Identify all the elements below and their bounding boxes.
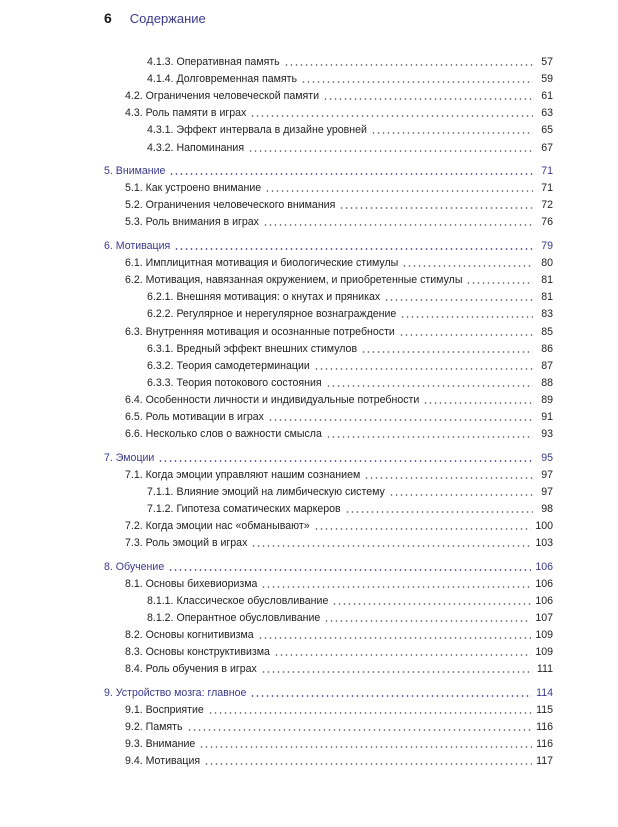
toc-entry xyxy=(104,177,553,194)
toc-entry-title: 6.2.2. Регулярное и нерегулярное вознаграждение xyxy=(147,308,397,321)
toc-page-number: 116 xyxy=(536,721,553,734)
toc-page-number: 111 xyxy=(536,663,553,676)
toc-page-number: 116 xyxy=(536,738,553,751)
toc-entry-title: 4.1.4. Долговременная память xyxy=(147,73,297,86)
dot-leader xyxy=(301,81,533,83)
dot-leader xyxy=(268,419,533,421)
dot-leader xyxy=(169,173,533,175)
toc-chapter-entry xyxy=(104,235,553,252)
toc-entry xyxy=(104,515,553,532)
toc-entry-title: 9.1. Восприятие xyxy=(125,703,204,716)
page-number: 6 xyxy=(104,10,112,26)
dot-leader xyxy=(314,368,533,370)
toc-entry-title: 8. Обучение xyxy=(104,560,165,573)
toc-page-number: 93 xyxy=(541,428,553,441)
toc-page-number: 61 xyxy=(541,90,553,103)
dot-leader xyxy=(274,654,531,656)
dot-leader xyxy=(168,569,531,571)
toc-page-number: 97 xyxy=(541,468,553,481)
toc-entry-title: 7.1.1. Влияние эмоций на лимбическую систему xyxy=(147,485,385,498)
toc-entry-title: 6. Мотивация xyxy=(104,240,171,253)
toc-entry xyxy=(104,286,553,303)
dot-leader xyxy=(361,351,533,353)
dot-leader xyxy=(326,385,533,387)
toc-entry-title: 8.3. Основы конструктивизма xyxy=(125,646,270,659)
toc-entry-title: 6.3.1. Вредный эффект внешних стимулов xyxy=(147,342,358,355)
dot-leader xyxy=(345,511,533,513)
dot-leader xyxy=(399,334,533,336)
toc-entry-title: 6.3. Внутренняя мотивация и осознанные потребности xyxy=(125,325,395,338)
toc-page-number: 67 xyxy=(541,141,553,154)
toc-page-number: 86 xyxy=(541,342,553,355)
toc-entry xyxy=(104,303,553,320)
toc-entry-title: 7.1. Когда эмоции управляют нашим сознанием xyxy=(125,468,361,481)
toc-page-number: 59 xyxy=(541,73,553,86)
toc-entry xyxy=(104,338,553,355)
toc-entry xyxy=(104,750,553,767)
toc-page-number: 109 xyxy=(535,629,553,642)
toc-entry-title: 6.6. Несколько слов о важности смысла xyxy=(125,428,322,441)
toc-entry-title: 5.3. Роль внимания в играх xyxy=(125,216,259,229)
running-title: Содержание xyxy=(129,11,206,26)
toc-entry-title: 7. Эмоции xyxy=(104,451,155,464)
toc-entry xyxy=(104,269,553,286)
toc-entry xyxy=(104,51,553,68)
toc-page-number: 65 xyxy=(541,124,553,137)
toc-page-number: 95 xyxy=(541,451,553,464)
dot-leader xyxy=(339,207,533,209)
toc-entry-title: 6.1. Имплицитная мотивация и биологические стимулы xyxy=(125,257,399,270)
toc-entry-title: 5. Внимание xyxy=(104,165,166,178)
toc-page-number: 106 xyxy=(535,560,553,573)
toc-entry xyxy=(104,481,553,498)
toc-page-number: 57 xyxy=(541,56,553,69)
dot-leader xyxy=(261,671,533,673)
toc-entry-title: 6.3.2. Теория самодетерминации xyxy=(147,359,310,372)
toc-page-number: 100 xyxy=(535,520,553,533)
toc-entry-title: 6.2. Мотивация, навязанная окружением, и приобретенные стимулы xyxy=(125,274,463,287)
toc-entry xyxy=(104,699,553,716)
dot-leader xyxy=(323,98,533,100)
toc-entry-title: 7.1.2. Гипотеза соматических маркеров xyxy=(147,502,341,515)
toc-entry xyxy=(104,211,553,228)
toc-entry xyxy=(104,389,553,406)
toc-page-number: 89 xyxy=(541,393,553,406)
dot-leader xyxy=(314,528,532,530)
toc-entry-title: 9.4. Мотивация xyxy=(125,755,201,768)
dot-leader xyxy=(364,477,533,479)
toc-entry-title: 4.3.2. Напоминания xyxy=(147,141,245,154)
toc-page-number: 114 xyxy=(536,686,553,699)
toc-entry xyxy=(104,733,553,750)
toc-entry-title: 7.2. Когда эмоции нас «обманывают» xyxy=(125,520,310,533)
toc-entry-title: 8.1.1. Классическое обусловливание xyxy=(147,594,329,607)
toc-page-number: 85 xyxy=(541,325,553,338)
toc-entry-title: 7.3. Роль эмоций в играх xyxy=(125,537,248,550)
toc-entry-title: 5.2. Ограничения человеческого внимания xyxy=(125,199,336,212)
toc-entry-title: 8.1.2. Оперантное обусловливание xyxy=(147,612,321,624)
dot-leader xyxy=(389,494,533,496)
toc-entry xyxy=(104,320,553,337)
toc-page-number: 106 xyxy=(535,577,553,590)
toc-entry-title: 4.2. Ограничения человеческой памяти xyxy=(125,90,320,103)
table-of-contents xyxy=(104,51,553,767)
toc-entry xyxy=(104,607,553,624)
toc-entry xyxy=(104,716,553,733)
dot-leader xyxy=(250,695,532,697)
toc-entry xyxy=(104,498,553,515)
toc-page-number: 98 xyxy=(541,502,553,515)
dot-leader xyxy=(251,545,531,547)
toc-entry-title: 8.2. Основы когнитивизма xyxy=(125,629,254,642)
toc-page-number: 103 xyxy=(535,537,553,550)
toc-entry xyxy=(104,119,553,136)
toc-page-number: 87 xyxy=(541,359,553,372)
dot-leader xyxy=(204,763,532,765)
dot-leader xyxy=(371,132,533,134)
toc-entry xyxy=(104,573,553,590)
dot-leader xyxy=(423,402,533,404)
toc-entry-title: 6.5. Роль мотивации в играх xyxy=(125,410,264,423)
toc-entry-title: 9. Устройство мозга: главное xyxy=(104,686,247,699)
toc-entry-title: 9.2. Память xyxy=(125,721,183,734)
toc-entry xyxy=(104,532,553,549)
toc-page-number: 81 xyxy=(541,291,553,304)
dot-leader xyxy=(265,190,533,192)
toc-page-number: 71 xyxy=(541,182,553,195)
dot-leader xyxy=(208,712,532,714)
toc-entry xyxy=(104,406,553,423)
toc-entry xyxy=(104,641,553,658)
toc-entry-title: 4.3.1. Эффект интервала в дизайне уровней xyxy=(147,124,367,137)
toc-page-number: 80 xyxy=(541,257,553,270)
toc-entry-title: 4.1.3. Оперативная память xyxy=(147,56,280,69)
toc-page-number: 72 xyxy=(541,199,553,212)
toc-page-number: 97 xyxy=(541,485,553,498)
dot-leader xyxy=(261,586,531,588)
toc-chapter-entry xyxy=(104,447,553,464)
toc-entry xyxy=(104,85,553,102)
toc-page-number: 71 xyxy=(541,165,553,178)
dot-leader xyxy=(250,115,533,117)
dot-leader xyxy=(402,265,533,267)
toc-page-number: 91 xyxy=(541,410,553,423)
toc-entry-title: 6.2.1. Внешняя мотивация: о кнутах и пряниках xyxy=(147,291,381,304)
dot-leader xyxy=(332,603,531,605)
toc-chapter-entry xyxy=(104,682,553,699)
dot-leader xyxy=(466,282,533,284)
toc-entry xyxy=(104,624,553,641)
dot-leader xyxy=(248,150,533,152)
dot-leader xyxy=(384,299,533,301)
toc-page-number: 117 xyxy=(536,755,553,768)
toc-entry xyxy=(104,102,553,119)
toc-page-number: 76 xyxy=(541,216,553,229)
dot-leader xyxy=(284,64,533,66)
dot-leader xyxy=(263,224,533,226)
dot-leader xyxy=(199,746,532,748)
toc-entry-title: 6.3.3. Теория потокового состояния xyxy=(147,376,322,389)
toc-entry-title: 9.3. Внимание xyxy=(125,738,196,751)
toc-entry-title: 5.1. Как устроено внимание xyxy=(125,182,262,195)
dot-leader xyxy=(187,729,533,731)
dot-leader xyxy=(324,620,531,622)
toc-page-number: 83 xyxy=(541,308,553,321)
toc-entry xyxy=(104,136,553,153)
toc-entry xyxy=(104,590,553,607)
page-header xyxy=(104,10,206,30)
toc-page-number: 81 xyxy=(541,274,553,287)
dot-leader xyxy=(158,460,533,462)
toc-page-number: 107 xyxy=(535,612,553,624)
dot-leader xyxy=(174,248,533,250)
dot-leader xyxy=(326,436,533,438)
toc-entry xyxy=(104,464,553,481)
dot-leader xyxy=(258,637,532,639)
toc-entry-title: 6.4. Особенности личности и индивидуальные потребности xyxy=(125,393,420,406)
toc-page-number: 115 xyxy=(536,703,553,716)
toc-page-number: 88 xyxy=(541,376,553,389)
toc-chapter-entry xyxy=(104,556,553,573)
toc-page-number: 106 xyxy=(535,594,553,607)
toc-entry xyxy=(104,194,553,211)
toc-entry xyxy=(104,372,553,389)
toc-entry xyxy=(104,355,553,372)
toc-entry-title: 4.3. Роль памяти в играх xyxy=(125,107,247,120)
toc-page-number: 63 xyxy=(541,107,553,120)
toc-page-number: 79 xyxy=(541,240,553,253)
toc-entry xyxy=(104,423,553,440)
toc-entry xyxy=(104,68,553,85)
toc-entry xyxy=(104,252,553,269)
toc-entry-title: 8.1. Основы бихевиоризма xyxy=(125,577,258,590)
toc-entry-title: 8.4. Роль обучения в играх xyxy=(125,663,257,676)
toc-entry xyxy=(104,658,553,675)
toc-chapter-entry xyxy=(104,160,553,177)
dot-leader xyxy=(400,316,533,318)
toc-page-number: 109 xyxy=(535,646,553,659)
